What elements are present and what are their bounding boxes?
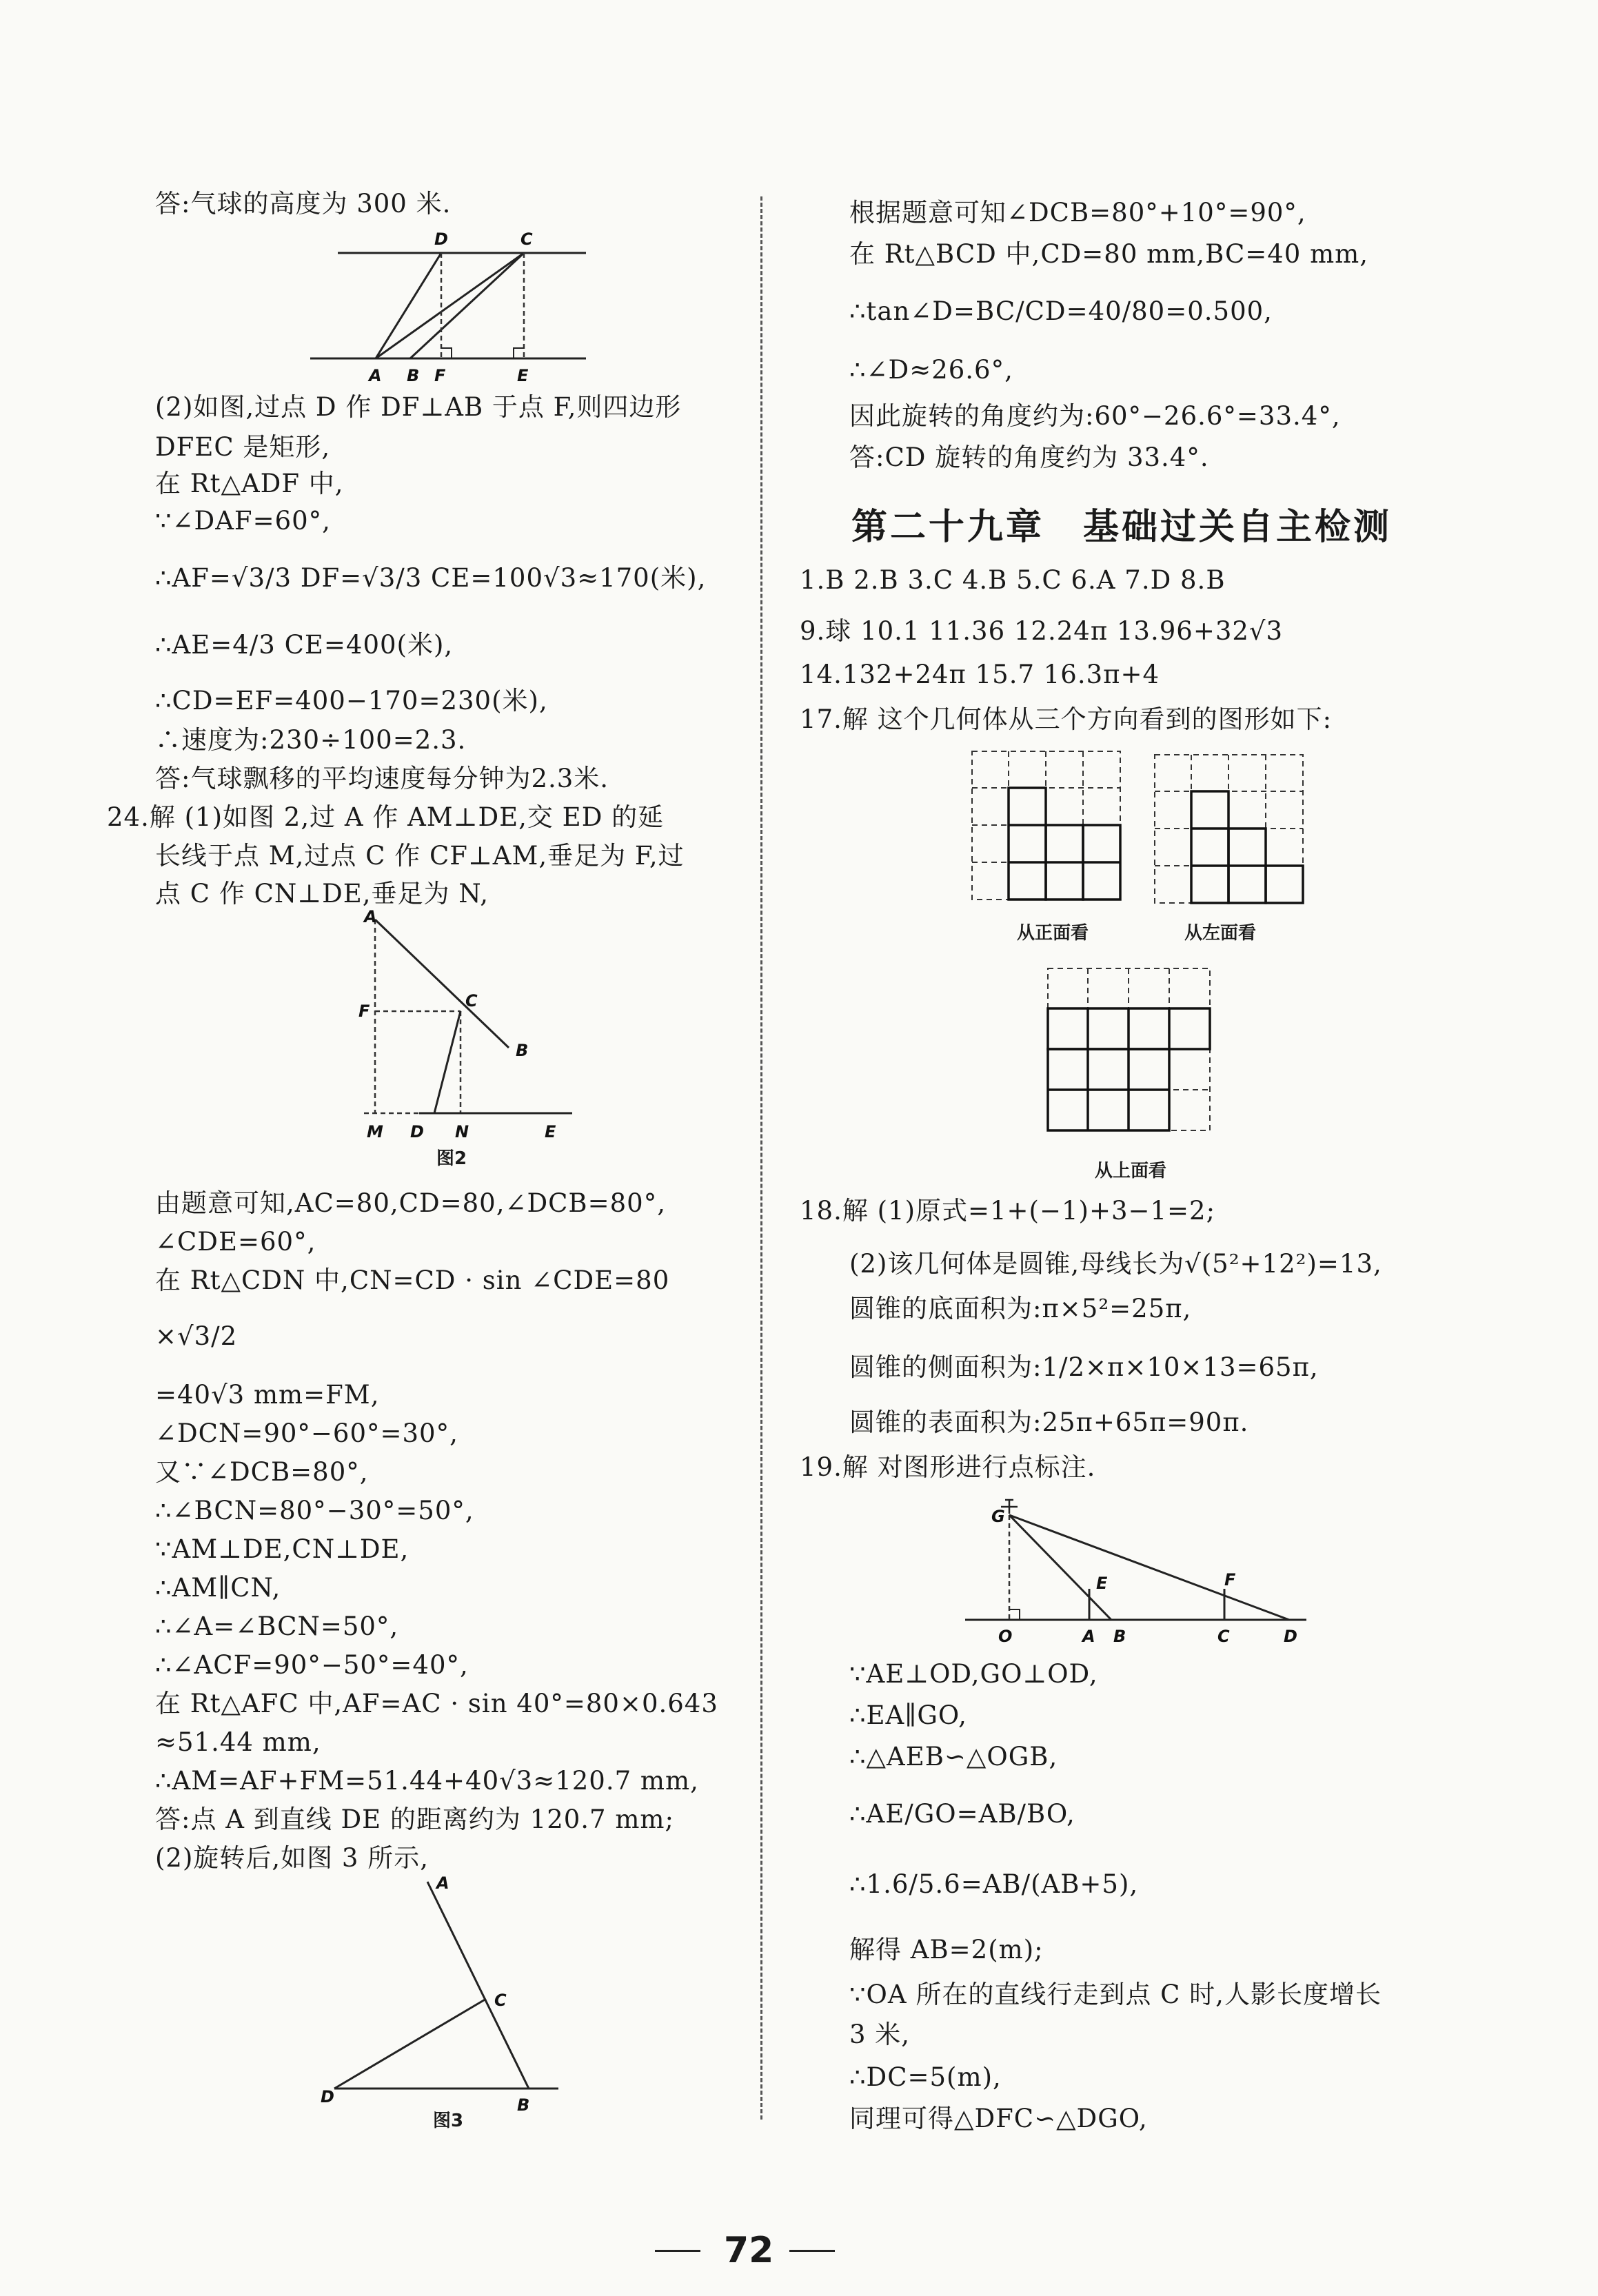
text-line: 圆锥的侧面积为:1/2×π×10×13=65π, <box>849 1352 1319 1382</box>
answer-line: 9.球 10.1 11.36 12.24π 13.96+32√3 <box>800 616 1284 646</box>
text-line: 答:气球飘移的平均速度每分钟为2.3米. <box>155 764 609 793</box>
section-title: 第二十九章 基础过关自主检测 <box>851 507 1393 548</box>
text-line: ∴∠A=∠BCN=50°, <box>155 1612 399 1641</box>
text-line: ∴1.6/5.6=AB/(AB+5), <box>849 1869 1139 1899</box>
text-line: ∴AE/GO=AB/BO, <box>849 1799 1075 1829</box>
fig2-label: N <box>455 1122 469 1141</box>
text-line: ∴∠ACF=90°−50°=40°, <box>155 1650 469 1680</box>
text-line: ∴AE=4/3 CE=400(米), <box>155 630 454 660</box>
text-line: ≈51.44 mm, <box>155 1727 321 1757</box>
page-number: 72 <box>724 2230 774 2271</box>
text-line: 答:气球的高度为 300 米. <box>155 189 452 219</box>
text-line: ∵OA 所在的直线行走到点 C 时,人影长度增长 <box>849 1980 1382 2009</box>
text-line: 根据题意可知∠DCB=80°+10°=90°, <box>849 198 1306 227</box>
figure-3 <box>314 1868 576 2123</box>
text-line: 同理可得△DFC∽△DGO, <box>849 2104 1148 2133</box>
figure-caption: 图3 <box>433 2111 464 2131</box>
answer-line: 14.132+24π 15.7 16.3π+4 <box>800 660 1160 689</box>
text-line: 又∵∠DCB=80°, <box>155 1457 369 1487</box>
text-line: ∴tan∠D=BC/CD=40/80=0.500, <box>849 296 1273 326</box>
fig1-label: F <box>434 366 446 385</box>
text-line: ∴DC=5(m), <box>849 2062 1002 2092</box>
text-line: 19.解 对图形进行点标注. <box>800 1452 1096 1482</box>
text-line: 解得 AB=2(m); <box>849 1935 1044 1964</box>
text-line: 17.解 这个几何体从三个方向看到的图形如下: <box>800 704 1333 734</box>
column-divider <box>760 196 762 2120</box>
fig1-label: D <box>434 230 448 249</box>
view-caption: 从正面看 <box>1017 923 1089 944</box>
fig2-label: M <box>367 1122 383 1141</box>
text-line: ×√3/2 <box>155 1321 238 1351</box>
page-number-dash-left <box>655 2250 700 2252</box>
text-line: ∵AM⊥DE,CN⊥DE, <box>155 1534 409 1564</box>
text-line: ∴EA∥GO, <box>849 1700 967 1730</box>
text-line: 因此旋转的角度约为:60°−26.6°=33.4°, <box>849 401 1341 431</box>
text-line: 在 Rt△BCD 中,CD=80 mm,BC=40 mm, <box>849 239 1369 269</box>
text-line: ∴速度为:230÷100=2.3. <box>155 725 467 755</box>
figure-shadow <box>958 1489 1317 1647</box>
fig1-label: B <box>407 366 420 385</box>
text-line: 由题意可知,AC=80,CD=80,∠DCB=80°, <box>155 1188 666 1218</box>
fig1-label: A <box>369 366 382 385</box>
text-line: 点 C 作 CN⊥DE,垂足为 N, <box>155 879 489 908</box>
view-top-grid <box>1048 968 1213 1134</box>
fig1-label: E <box>517 366 529 385</box>
text-line: ∵AE⊥OD,GO⊥OD, <box>849 1659 1098 1689</box>
text-line: 在 Rt△ADF 中, <box>155 469 344 498</box>
text-line: ∠CDE=60°, <box>155 1227 316 1257</box>
text-line: 在 Rt△AFC 中,AF=AC · sin 40°=80×0.643 <box>155 1689 718 1718</box>
fig19-label: O <box>998 1627 1013 1646</box>
fig3-label: D <box>321 2087 334 2106</box>
fig1-label: C <box>520 230 533 249</box>
fig3-label: A <box>436 1873 449 1893</box>
fig19-label: A <box>1082 1627 1095 1646</box>
fig3-label: B <box>517 2095 530 2115</box>
figure-2 <box>358 907 586 1172</box>
text-line: ∴∠BCN=80°−30°=50°, <box>155 1496 474 1525</box>
text-line: ∵∠DAF=60°, <box>155 506 331 536</box>
view-left-grid <box>1155 755 1306 906</box>
text-line: 在 Rt△CDN 中,CN=CD · sin ∠CDE=80 <box>155 1266 670 1295</box>
text-line: =40√3 mm=FM, <box>155 1380 380 1410</box>
text-line: (2)如图,过点 D 作 DF⊥AB 于点 F,则四边形 <box>155 392 682 422</box>
text-line: (2)旋转后,如图 3 所示, <box>155 1843 429 1873</box>
view-caption: 从左面看 <box>1184 923 1257 944</box>
fig19-label: G <box>991 1507 1005 1526</box>
fig19-label: B <box>1113 1627 1126 1646</box>
fig19-label: E <box>1096 1574 1108 1593</box>
fig19-label: F <box>1224 1570 1236 1589</box>
fig19-label: C <box>1217 1627 1230 1646</box>
text-line: ∴AM=AF+FM=51.44+40√3≈120.7 mm, <box>155 1766 699 1796</box>
text-line: ∴△AEB∽△OGB, <box>849 1742 1058 1771</box>
view-caption: 从上面看 <box>1095 1161 1167 1181</box>
text-line: 答:点 A 到直线 DE 的距离约为 120.7 mm; <box>155 1805 674 1834</box>
text-line: (2)该几何体是圆锥,母线长为√(5²+12²)=13, <box>849 1249 1382 1279</box>
fig2-label: B <box>516 1041 529 1060</box>
text-line: 24.解 (1)如图 2,过 A 作 AM⊥DE,交 ED 的延 <box>107 802 665 832</box>
fig2-label: E <box>545 1122 556 1141</box>
text-line: ∴AM∥CN, <box>155 1573 281 1603</box>
answer-line: 1.B 2.B 3.C 4.B 5.C 6.A 7.D 8.B <box>800 565 1226 595</box>
fig2-label: A <box>364 907 377 926</box>
text-line: ∠DCN=90°−60°=30°, <box>155 1419 458 1448</box>
fig2-label: C <box>465 991 478 1010</box>
text-line: 圆锥的底面积为:π×5²=25π, <box>849 1294 1192 1323</box>
text-line: ∴AF=√3/3 DF=√3/3 CE=100√3≈170(米), <box>155 563 707 593</box>
text-line: DFEC 是矩形, <box>155 432 331 462</box>
fig2-label: D <box>410 1122 424 1141</box>
page-number-dash-right <box>789 2250 835 2252</box>
text-line: 圆锥的表面积为:25π+65π=90π. <box>849 1408 1249 1437</box>
text-line: 18.解 (1)原式=1+(−1)+3−1=2; <box>800 1196 1216 1226</box>
text-line: 答:CD 旋转的角度约为 33.4°. <box>849 443 1209 472</box>
text-line: ∴CD=EF=400−170=230(米), <box>155 686 548 715</box>
view-front-grid <box>972 751 1124 903</box>
text-line: 长线于点 M,过点 C 作 CF⊥AM,垂足为 F,过 <box>155 841 685 871</box>
figure-caption: 图2 <box>436 1148 467 1169</box>
text-line: 3 米, <box>849 2020 911 2049</box>
fig3-label: C <box>494 1991 507 2010</box>
fig19-label: D <box>1284 1627 1297 1646</box>
figure-balloon <box>296 231 600 393</box>
text-line: ∴∠D≈26.6°, <box>849 355 1013 385</box>
fig2-label: F <box>358 1002 370 1021</box>
